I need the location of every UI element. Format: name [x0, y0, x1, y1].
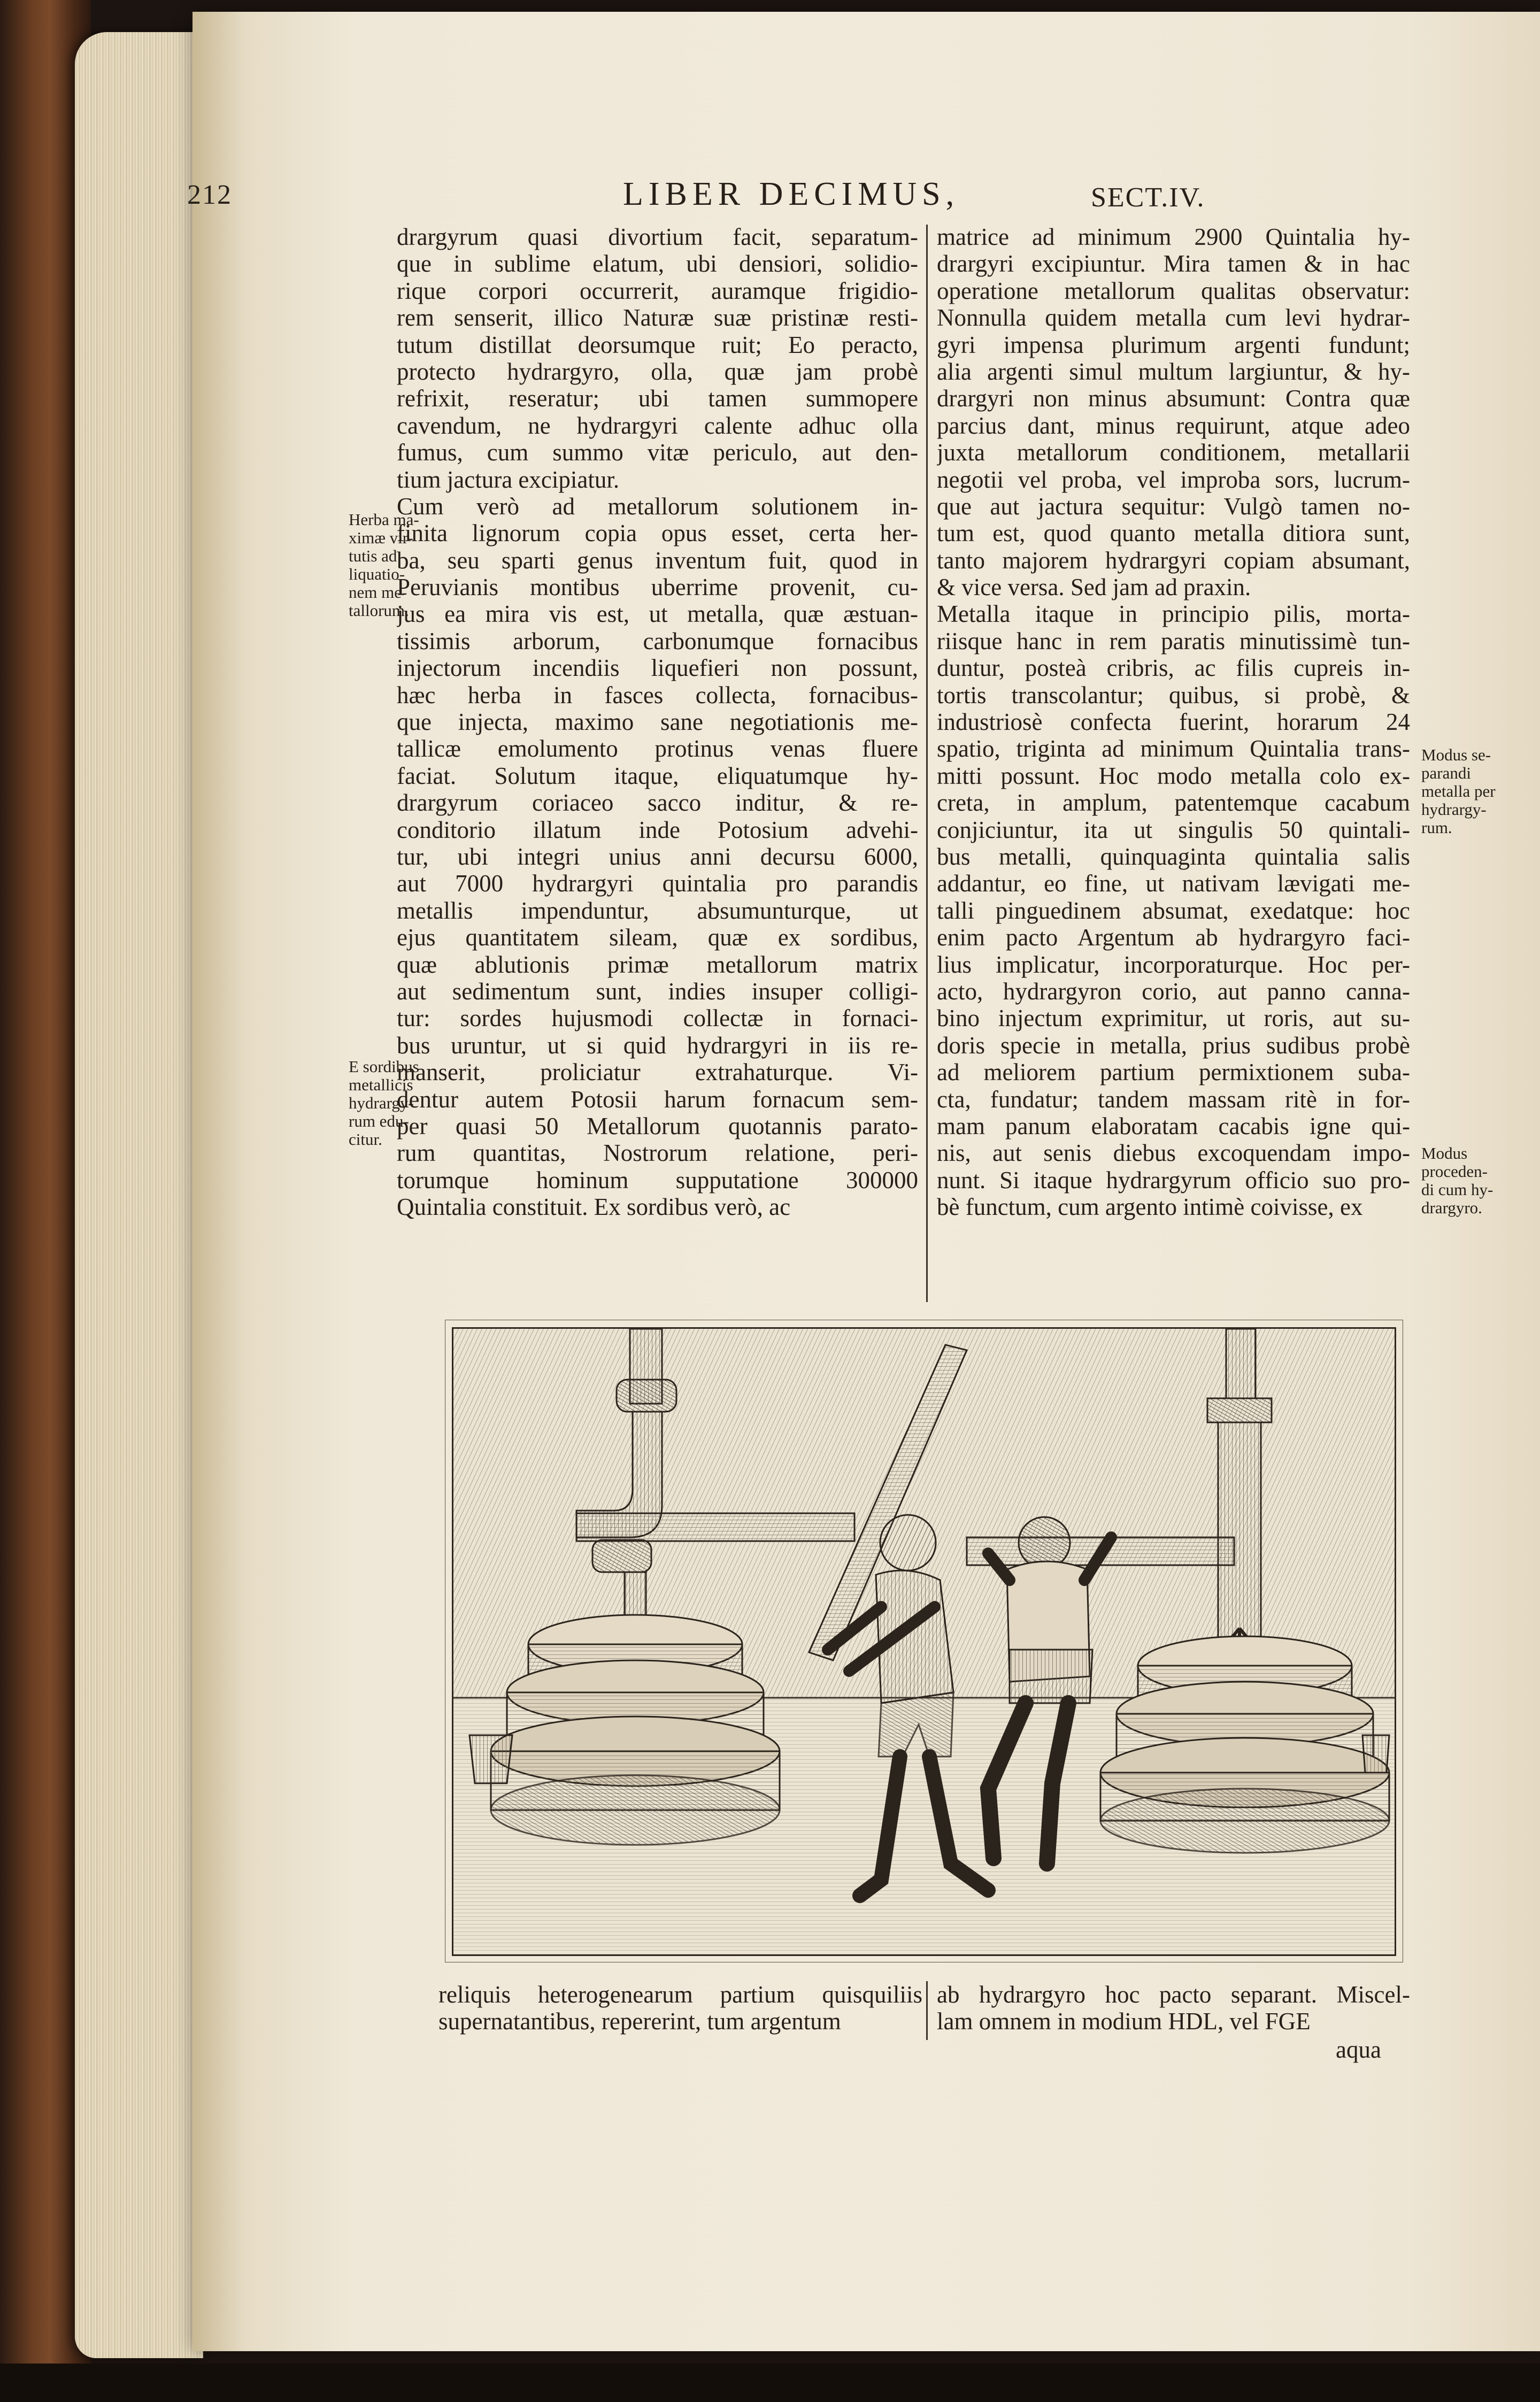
text-line: tanto majorem hydrargyri copiam absumant,	[937, 546, 1410, 574]
margin-note-line: rum edu-	[349, 1112, 409, 1130]
margin-note-line: ximæ vir-	[349, 528, 413, 547]
right-bottom-text	[937, 1981, 1410, 2035]
text-line: nis, aut senis diebus excoquendam impo-	[937, 1140, 1410, 1167]
text-line: reliquis heterogenearum partium quisquiliis	[438, 1981, 922, 2008]
text-line: tutum distillat deorsumque ruit; Eo peracto,	[397, 331, 918, 358]
text-line: ab hydrargyro hoc pacto separant. Miscel-	[937, 1981, 1410, 2008]
text-line: tallicæ emolumento protinus venas fluere	[397, 735, 918, 763]
text-line: ad meliorem partium permixtionem suba-	[937, 1059, 1410, 1086]
text-line: ba, seu sparti genus inventum fuit, quod in	[397, 546, 918, 574]
margin-note-line: Modus se-	[1421, 745, 1491, 764]
text-line: cavendum, ne hydrargyri calente adhuc olla	[397, 412, 918, 439]
text-line: drargyri non minus absumunt: Contra quæ	[937, 385, 1410, 412]
text-line: mitti possunt. Hoc modo metalla colo ex-	[937, 762, 1410, 789]
margin-note-herba	[349, 511, 440, 620]
margin-note-line: E sordibus	[349, 1057, 419, 1076]
margin-note-line: tallorum.	[349, 601, 409, 620]
running-head-title: LIBER DECIMUS,	[623, 176, 960, 212]
text-line: juxta metallorum conditionem, metallarii	[937, 439, 1410, 466]
left-text-column	[397, 224, 918, 1220]
column-rule	[926, 225, 928, 1302]
text-line: aut sedimentum sunt, indies insuper colligi-	[397, 977, 918, 1005]
text-line: Cum verò ad metallorum solutionem in-	[397, 492, 918, 520]
text-line: dentur autem Potosii harum fornacum sem-	[397, 1085, 918, 1113]
text-line: aut 7000 hydrargyri quintalia pro parandis	[397, 870, 918, 897]
margin-note-modus-procedendi	[1421, 1144, 1512, 1217]
text-line: tur, ubi integri unius anni decursu 6000,	[397, 843, 918, 870]
text-line: metallis impenduntur, absumunturque, ut	[397, 897, 918, 924]
text-line: bè functum, cum argento intimè coivisse, ex	[937, 1194, 1363, 1221]
text-line: lius implicatur, incorporaturque. Hoc per-	[937, 951, 1410, 978]
text-line: drargyrum coriaceo sacco inditur, & re-	[397, 789, 918, 817]
book-bottom-shadow	[0, 2363, 1540, 2402]
margin-note-line: rum.	[1421, 818, 1452, 837]
margin-note-line: tutis ad	[349, 546, 397, 565]
text-line: que injecta, maximo sane negotiationis me-	[397, 709, 918, 736]
text-line: rum quantitas, Nostrorum relatione, peri-	[397, 1140, 918, 1167]
text-line: duntur, posteà cribris, ac filis cupreis in-	[937, 655, 1410, 682]
column-rule-bottom	[926, 1981, 928, 2040]
text-line: alia argenti simul multum largiuntur, & hy-	[937, 358, 1410, 385]
text-line: jus ea mira vis est, ut metalla, quæ æstuan-	[397, 600, 918, 628]
margin-note-line: di cum hy-	[1421, 1180, 1493, 1199]
text-line: tum est, quod quanto metalla ditiora sunt,	[937, 520, 1410, 547]
text-line: conditorio illatum inde Potosium advehi-	[397, 816, 918, 843]
margin-note-line: parandi	[1421, 764, 1471, 782]
text-line: quæ ablutionis primæ metallorum matrix	[397, 951, 918, 978]
page-block-edge	[75, 32, 203, 2358]
text-line: tissimis arborum, carbonumque fornacibus	[397, 627, 918, 655]
text-line: lam omnem in modium HDL, vel FGE	[937, 2008, 1311, 2035]
margin-note-line: citur.	[349, 1130, 382, 1149]
text-line: mam panum elaboratam cacabis igne qui-	[937, 1112, 1410, 1140]
text-line: riisque hanc in rem paratis minutissimè tun-	[937, 627, 1410, 655]
text-line: Quintalia constituit. Ex sordibus verò, ac	[397, 1194, 791, 1221]
text-line: bus uruntur, ut si quid hydrargyri in iis re-	[397, 1031, 918, 1059]
text-line: supernatantibus, repererint, tum argentum	[438, 2008, 841, 2035]
text-line: faciat. Solutum itaque, eliquatumque hy-	[397, 762, 918, 789]
text-line: que aut jactura sequitur: Vulgò tamen no-	[937, 492, 1410, 520]
text-line: acto, hydrargyron corio, aut panno canna-	[937, 977, 1410, 1005]
illustration-plate	[452, 1327, 1396, 1956]
text-line: injectorum incendiis liquefieri non possunt,	[397, 655, 918, 682]
margin-note-line: liquatio-	[349, 565, 405, 583]
text-line: tium jactura excipiatur.	[397, 466, 620, 493]
text-line: tortis transcolantur; quibus, si probè, &	[937, 681, 1410, 709]
text-line: hæc herba in fasces collecta, fornacibus-	[397, 681, 918, 709]
margin-note-line: proceden-	[1421, 1162, 1488, 1181]
text-line: & vice versa. Sed jam ad praxin.	[937, 574, 1251, 601]
text-line: cta, fundatur; tandem massam ritè in for-	[937, 1085, 1410, 1113]
text-line: addantur, eo fine, ut nativam lævigati me-	[937, 870, 1410, 897]
text-line: Nonnulla quidem metalla cum levi hydrar-	[937, 304, 1410, 332]
text-line: operatione metallorum qualitas observatur:	[937, 277, 1410, 304]
margin-note-line: nem me-	[349, 583, 407, 602]
text-line: gyri impensa plurimum argenti fundunt;	[937, 331, 1410, 358]
margin-note-line: metalla per	[1421, 782, 1496, 800]
text-line: bino injectum exprimitur, ut roris, aut su-	[937, 1005, 1410, 1032]
text-line: enim pacto Argentum ab hydrargyro faci-	[937, 924, 1410, 951]
text-line: refrixit, reseratur; ubi tamen summopere	[397, 385, 918, 412]
margin-note-line: drargyro.	[1421, 1198, 1482, 1217]
text-line: Peruvianis montibus uberrime provenit, cu-	[397, 574, 918, 601]
text-line: rem senserit, illico Naturæ suæ pristinæ resti-	[397, 304, 918, 332]
margin-note-line: hydrargy-	[349, 1094, 414, 1112]
margin-note-sordibus	[349, 1058, 440, 1149]
margin-note-line: metallicis	[349, 1075, 413, 1094]
text-line: conjiciuntur, ita ut singulis 50 quintali-	[937, 816, 1410, 843]
text-line: bus metalli, quinquaginta quintalia salis	[937, 843, 1410, 870]
running-head-section: SECT.IV.	[1091, 182, 1205, 213]
text-line: rique corpori occurrerit, auramque frigidio-	[397, 277, 918, 304]
margin-note-line: Herba ma-	[349, 510, 419, 529]
text-line: fumus, cum summo vitæ periculo, aut den-	[397, 439, 918, 466]
margin-note-modus-separandi	[1421, 746, 1512, 837]
text-line: torumque hominum supputatione 300000	[397, 1166, 918, 1194]
text-line: tur: sordes hujusmodi collectæ in fornaci-	[397, 1005, 918, 1032]
text-line: drargyri excipiuntur. Mira tamen & in hac	[937, 250, 1410, 278]
text-line: parcius dant, minus requirunt, atque adeo	[937, 412, 1410, 439]
text-line: matrice ad minimum 2900 Quintalia hy-	[937, 224, 1410, 250]
text-line: finita lignorum copia opus esset, certa her-	[397, 520, 918, 547]
text-line: nunt. Si itaque hydrargyrum officio suo pro-	[937, 1166, 1410, 1194]
left-bottom-text	[438, 1981, 922, 2035]
margin-note-line: Modus	[1421, 1144, 1468, 1162]
text-line: industriosè confecta fuerint, horarum 24	[937, 709, 1410, 736]
right-text-column	[937, 224, 1410, 1220]
engraving-mills-icon	[453, 1329, 1395, 1954]
text-line: doris specie in metalla, prius sudibus probè	[937, 1031, 1410, 1059]
text-line: ejus quantitatem sileam, quæ ex sordibus,	[397, 924, 918, 951]
text-line: negotii vel proba, vel improba sors, lucrum-	[937, 466, 1410, 493]
text-line: per quasi 50 Metallorum quotannis parato-	[397, 1112, 918, 1140]
text-line: spatio, triginta ad minimum Quintalia trans-	[937, 735, 1410, 763]
text-line: talli pinguedinem absumat, exedatque: hoc	[937, 897, 1410, 924]
catchword: aqua	[1336, 2036, 1381, 2063]
margin-note-line: hydrargy-	[1421, 800, 1487, 819]
text-line: protecto hydrargyro, olla, quæ jam probè	[397, 358, 918, 385]
text-line: Metalla itaque in principio pilis, morta-	[937, 600, 1410, 628]
text-line: que in sublime elatum, ubi densiori, solidio-	[397, 250, 918, 278]
text-line: creta, in amplum, patentemque cacabum	[937, 789, 1410, 817]
text-line: manserit, proliciatur extrahaturque. Vi-	[397, 1059, 918, 1086]
text-line: drargyrum quasi divortium facit, separatum-	[397, 224, 918, 250]
page-number: 212	[187, 180, 232, 210]
